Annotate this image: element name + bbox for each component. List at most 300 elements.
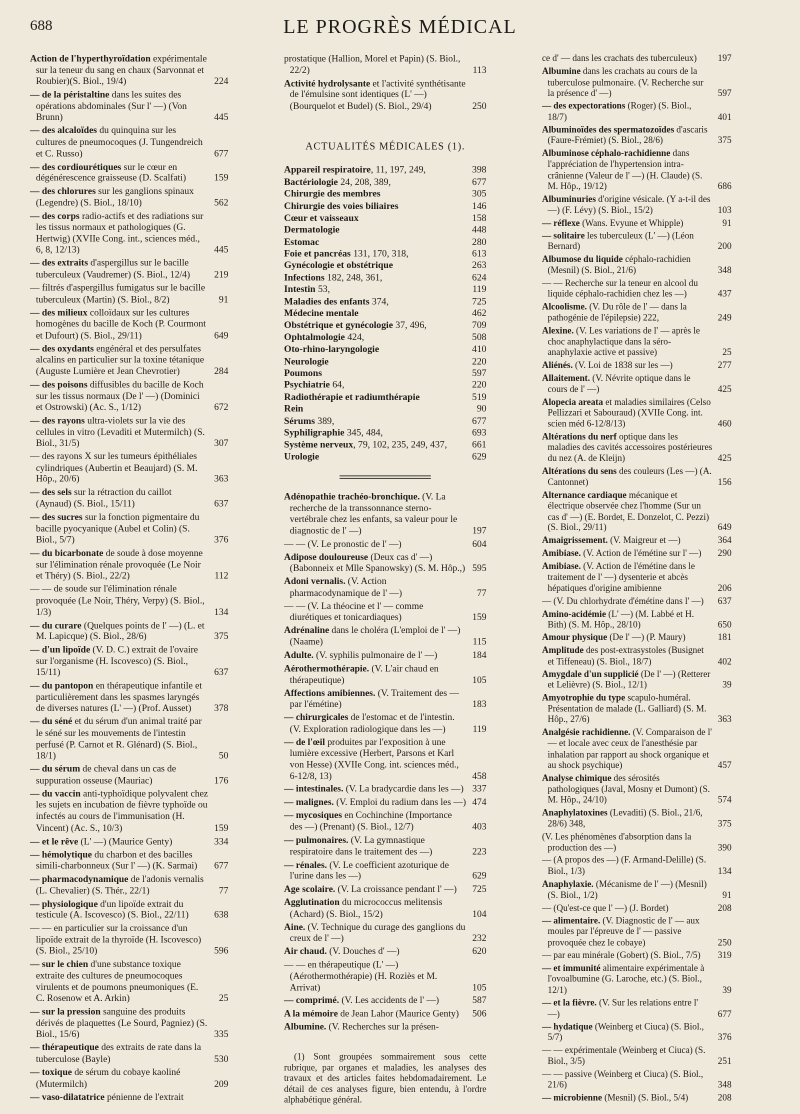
entry-description: de sérum du cobaye kaoliné (Mutermilch) bbox=[35, 1067, 181, 1089]
entry-text bbox=[284, 960, 467, 994]
entry-page-ref: 146 bbox=[472, 200, 487, 212]
index-entry bbox=[284, 492, 486, 537]
index-entry bbox=[284, 344, 486, 355]
actualites-list bbox=[284, 165, 486, 462]
entry-headword: Syphiligraphie bbox=[284, 427, 345, 439]
entry-headword: — chirurgicales bbox=[284, 712, 349, 723]
entry-text bbox=[284, 811, 467, 834]
entry-page-ref: 223 bbox=[472, 846, 487, 857]
entry-page-ref: 448 bbox=[472, 224, 487, 236]
index-entry bbox=[542, 467, 732, 489]
entry-text bbox=[284, 189, 467, 200]
entry-description: (De l' —) (P. Maury) bbox=[607, 633, 686, 643]
entry-description: en thérapeutique infantile et particulièrement dans les spasmes laryngés de diverses natures (L' —) (Prof. Ausset) bbox=[35, 681, 202, 714]
index-entry bbox=[30, 187, 228, 210]
entry-description: 24, 208, 389, bbox=[337, 176, 391, 188]
entry-page-ref: 638 bbox=[214, 910, 229, 921]
entry-headword: Amplitude bbox=[542, 645, 584, 656]
index-entry bbox=[542, 361, 732, 372]
entry-page-ref: 725 bbox=[472, 295, 487, 307]
entry-headword: Rein bbox=[284, 403, 304, 415]
entry-page-ref: 587 bbox=[472, 996, 487, 1007]
index-entry bbox=[30, 344, 228, 378]
entry-headword: Chirurgie des membres bbox=[284, 188, 381, 200]
entry-text bbox=[284, 946, 467, 958]
entry-page-ref: 375 bbox=[214, 631, 229, 642]
entry-page-ref: 208 bbox=[717, 903, 732, 913]
entry-text bbox=[284, 212, 467, 223]
entry-text bbox=[284, 737, 467, 782]
entry-text bbox=[284, 165, 467, 176]
index-entry bbox=[284, 212, 486, 223]
entry-headword: — rénales. bbox=[284, 860, 328, 871]
entry-description: engénéral et des persulfates alcalins en particulier sur la toxine tétanique (Auguste Lumière et Jean Chevrotier) bbox=[35, 343, 205, 377]
entry-description: scapulo-huméral. Présentation de malade (L. Galliard) (S. M. Hôp., 27/6) bbox=[547, 693, 707, 725]
entry-text bbox=[30, 1092, 209, 1103]
entry-description: en Cochinchine (Importance des —) (Prenant) (S. Biol., 12/7) bbox=[289, 811, 452, 833]
footnote: (1) Sont groupées sommairement sous cette rubrique, par organes et maladies, les analyses des travaux et des articles faites hebdomadairement. Le détail de ces analyses figure, bien entendu, à l'ordre alphabétique général. bbox=[284, 1052, 487, 1106]
index-entry bbox=[284, 224, 486, 235]
index-entry bbox=[542, 255, 732, 277]
index-entry bbox=[284, 898, 486, 921]
entry-text bbox=[284, 177, 467, 188]
index-entry bbox=[542, 302, 732, 324]
entry-page-ref: 50 bbox=[218, 751, 229, 762]
entry-text bbox=[542, 360, 713, 372]
index-entry bbox=[542, 195, 732, 217]
entry-text bbox=[284, 260, 467, 271]
entry-text bbox=[30, 415, 209, 450]
entry-page-ref: 103 bbox=[717, 205, 732, 216]
index-entry bbox=[542, 964, 732, 997]
entry-page-ref: 184 bbox=[472, 650, 487, 661]
entry-headword: Bactériologie bbox=[284, 176, 338, 188]
index-entry bbox=[284, 177, 486, 188]
entry-page-ref: 91 bbox=[218, 294, 229, 305]
entry-description: (V. La croissance pendant l' —) bbox=[335, 884, 457, 895]
entry-text bbox=[542, 1069, 713, 1092]
entry-page-ref: 104 bbox=[472, 909, 487, 920]
entry-page-ref: 677 bbox=[717, 1009, 732, 1019]
entry-text bbox=[284, 248, 467, 259]
entry-text bbox=[284, 391, 467, 402]
entry-description: , 11, 197, 249, bbox=[370, 164, 426, 176]
entry-headword: Cœur et vaisseaux bbox=[284, 212, 359, 224]
entry-page-ref: 250 bbox=[717, 938, 732, 948]
entry-text bbox=[542, 278, 713, 301]
index-entry bbox=[284, 248, 486, 259]
entry-text bbox=[542, 963, 713, 997]
index-entry bbox=[542, 218, 732, 229]
index-entry bbox=[284, 320, 486, 331]
entry-text bbox=[284, 272, 467, 283]
entry-description: 374, bbox=[369, 295, 389, 307]
entry-page-ref: 562 bbox=[214, 197, 229, 208]
index-entry bbox=[284, 189, 486, 200]
index-entry bbox=[284, 836, 486, 859]
entry-headword: Albuminose céphalo-rachidienne bbox=[542, 149, 671, 159]
entry-page-ref: 398 bbox=[472, 164, 487, 176]
index-column-3 bbox=[542, 54, 732, 1106]
entry-headword: Air chaud. bbox=[284, 946, 327, 957]
entry-text bbox=[542, 1045, 713, 1068]
entry-headword: Anaphylaxie. bbox=[542, 879, 594, 890]
index-entry bbox=[30, 899, 228, 922]
entry-description: les tuberculeux (L' —) (Léon Bernard) bbox=[547, 231, 694, 252]
index-entry bbox=[30, 1043, 228, 1066]
entry-headword: Intestin bbox=[284, 284, 316, 295]
entry-headword: — comprimé. bbox=[284, 996, 340, 1007]
entry-page-ref: 709 bbox=[472, 319, 487, 331]
index-entry bbox=[284, 1023, 486, 1034]
entry-headword: Altérations du nerf bbox=[542, 432, 617, 442]
entry-headword: Action de l'hyperthyroïdation bbox=[30, 54, 151, 65]
entry-text bbox=[542, 326, 713, 359]
entry-page-ref: 25 bbox=[722, 348, 732, 358]
entry-headword: — des alcaloïdes bbox=[30, 125, 98, 136]
entry-text bbox=[284, 415, 467, 426]
entry-page-ref: 224 bbox=[214, 76, 229, 87]
entry-page-ref: 506 bbox=[472, 1009, 487, 1020]
entry-description: (Wans. Evyune et Whipple) bbox=[579, 218, 684, 228]
entry-headword: Neurologie bbox=[284, 355, 329, 367]
entry-headword: Adrénaline bbox=[284, 625, 330, 636]
entry-page-ref: 613 bbox=[472, 248, 487, 260]
entry-text bbox=[542, 548, 713, 560]
entry-description: radio-actifs et des radiations sur les tissus normaux et pathologiques (G. Hertwig) (XVIIe Cong. int., sciences méd., 6, 8, 12/13) bbox=[35, 211, 204, 256]
index-entry bbox=[284, 284, 486, 295]
entry-page-ref: 574 bbox=[717, 795, 732, 806]
entry-headword: Alternance cardiaque bbox=[542, 490, 627, 501]
index-entry bbox=[542, 536, 732, 547]
entry-text bbox=[284, 320, 467, 331]
entry-page-ref: 462 bbox=[472, 307, 487, 319]
entry-description: de soude à dose moyenne sur l'élimination rénale provoquée (Le Noir et Théry) (S. Biol., 22/2) bbox=[35, 548, 203, 582]
entry-text bbox=[284, 368, 467, 379]
entry-description: (V. Action pharmacodynamique de l' —) bbox=[289, 576, 402, 599]
entry-text bbox=[30, 548, 209, 582]
entry-text bbox=[542, 879, 713, 902]
entry-description: (V. Maigreur et —) bbox=[607, 536, 681, 546]
entry-text bbox=[284, 296, 467, 307]
entry-text bbox=[30, 487, 209, 511]
entry-page-ref: 159 bbox=[214, 173, 229, 184]
entry-headword: — des rayons bbox=[30, 415, 85, 426]
entry-page-ref: 445 bbox=[214, 112, 229, 123]
entry-text bbox=[284, 625, 467, 649]
entry-page-ref: 445 bbox=[214, 245, 229, 256]
entry-page-ref: 508 bbox=[472, 331, 487, 343]
index-entry bbox=[542, 646, 732, 668]
index-entry bbox=[542, 562, 732, 595]
entry-page-ref: 90 bbox=[476, 403, 487, 415]
index-entry bbox=[542, 1070, 732, 1092]
index-entry bbox=[542, 728, 732, 772]
entry-description: sur la fonction pigmentaire du bacille pyocyanique (Aubel et Colin) (S. Biol., 5/7) bbox=[35, 512, 200, 546]
entry-description: (V. Sur les relations entre l' —) bbox=[547, 998, 699, 1019]
entry-description: pénienne de l'extrait bbox=[104, 1092, 184, 1103]
entry-page-ref: 677 bbox=[472, 415, 487, 427]
index-entry bbox=[542, 149, 732, 193]
entry-page-ref: 530 bbox=[214, 1054, 229, 1065]
entry-text bbox=[542, 397, 713, 430]
entry-text bbox=[542, 302, 713, 324]
index-entry bbox=[284, 784, 486, 795]
entry-page-ref: 176 bbox=[214, 775, 229, 786]
entry-text bbox=[284, 835, 467, 859]
index-entry bbox=[30, 960, 228, 1005]
entry-headword: — des milieux bbox=[30, 307, 88, 318]
entry-page-ref: 39 bbox=[722, 985, 732, 996]
entry-text bbox=[284, 897, 467, 921]
index-entry bbox=[542, 279, 732, 301]
entry-description: — — en thérapeutique (L' —) (Aérothermothérapie) (H. Roziès et M. Arrivat) bbox=[284, 960, 438, 993]
entry-page-ref: 219 bbox=[214, 269, 229, 280]
index-entry bbox=[542, 633, 732, 644]
entry-description: (V. Recherches sur la présen- bbox=[326, 1022, 439, 1033]
entry-description: (V. La bradycardie dans les —) bbox=[343, 784, 464, 795]
entry-text bbox=[542, 536, 713, 547]
entry-page-ref: 112 bbox=[214, 571, 229, 582]
entry-headword: A la mémoire bbox=[284, 1009, 338, 1020]
entry-text bbox=[542, 855, 713, 878]
index-entry bbox=[284, 403, 486, 414]
entry-page-ref: 119 bbox=[472, 284, 487, 295]
entry-headword: — des sels bbox=[30, 487, 72, 498]
entry-page-ref: 91 bbox=[722, 890, 732, 901]
index-entry bbox=[284, 922, 486, 945]
entry-text bbox=[542, 645, 713, 668]
index-entry bbox=[284, 451, 486, 462]
entry-headword: Maladies des enfants bbox=[284, 295, 370, 307]
entry-headword: — du curare bbox=[30, 620, 82, 631]
entry-headword: — réflexe bbox=[542, 218, 580, 228]
entry-headword: Gynécologie et obstétrique bbox=[284, 260, 393, 271]
entry-text bbox=[30, 258, 209, 282]
entry-text bbox=[542, 998, 713, 1020]
entry-headword: Dermatologie bbox=[284, 224, 340, 236]
entry-headword: Système nerveux bbox=[284, 439, 354, 451]
entry-description: — (V. Du chlorhydrate d'émétine dans l' —) bbox=[542, 596, 704, 607]
entry-page-ref: 375 bbox=[717, 819, 732, 829]
entry-page-ref: 91 bbox=[722, 218, 732, 228]
entry-text bbox=[284, 332, 467, 343]
entry-page-ref: 119 bbox=[472, 724, 487, 735]
index-entry bbox=[284, 368, 486, 379]
entry-page-ref: 637 bbox=[717, 596, 732, 607]
index-entry bbox=[284, 688, 486, 711]
entry-page-ref: 232 bbox=[472, 933, 487, 944]
entry-description: — — de soude sur l'élimination rénale provoquée (Le Noir, Théry, Verpy) (S. Biol., 1/3) bbox=[30, 584, 205, 618]
entry-headword: — des expectorations bbox=[542, 101, 626, 112]
entry-text bbox=[284, 492, 467, 537]
entry-page-ref: 284 bbox=[214, 366, 229, 377]
entry-page-ref: 378 bbox=[214, 703, 229, 714]
entry-page-ref: 629 bbox=[472, 871, 487, 882]
entry-description: de l'estomac et de l'intestin. (V. Exploration radiologique dans les —) bbox=[289, 712, 455, 735]
entry-text bbox=[542, 373, 713, 396]
index-entry bbox=[542, 54, 732, 65]
entry-headword: — microbienne bbox=[542, 1093, 603, 1104]
entry-description: d'aspergillus sur le bacille tuberculeux (Vaudremer) (S. Biol., 12/4) bbox=[35, 258, 191, 280]
entry-text bbox=[542, 832, 713, 854]
page-header bbox=[30, 16, 770, 46]
index-entry bbox=[284, 947, 486, 958]
entry-headword: Amour physique bbox=[542, 633, 608, 643]
entry-text bbox=[284, 427, 467, 438]
entry-headword: — du séné bbox=[30, 717, 73, 728]
entry-text bbox=[542, 1093, 713, 1104]
entry-text bbox=[284, 688, 467, 711]
index-entry bbox=[284, 811, 486, 834]
entry-page-ref: 348 bbox=[717, 265, 732, 276]
entry-description: (Quelques points de l' —) (L. et M. Lapicque) (S. Biol., 28/6) bbox=[35, 620, 205, 642]
index-entry bbox=[30, 789, 228, 834]
entry-text bbox=[30, 512, 209, 547]
entry-page-ref: 159 bbox=[214, 823, 229, 834]
entry-headword: — du vaccin bbox=[30, 789, 81, 800]
index-entry bbox=[30, 283, 228, 306]
entry-description: du charbon et des bacilles simili-charbonneux (Sur l' —) (K. Sarmai) bbox=[35, 849, 198, 872]
index-entry bbox=[284, 260, 486, 271]
entry-description: (V. syphilis pulmonaire de l' —) bbox=[313, 650, 438, 661]
entry-text bbox=[284, 451, 467, 462]
entry-headword: — des corps bbox=[30, 211, 80, 222]
entry-headword: Adulte. bbox=[284, 650, 314, 661]
entry-headword: Albumose du liquide bbox=[542, 254, 623, 265]
entry-description: — — en particulier sur la croissance d'un lipoïde extrait de la thyroïde (H. Iscovesco) (S. Biol., 25/10) bbox=[30, 923, 202, 957]
entry-description: sur le cœur en dégénérescence graisseuse (D. Scalfati) bbox=[35, 161, 187, 184]
entry-description: — (Qu'est-ce que l' —) (J. Bordet) bbox=[542, 903, 669, 913]
entry-description: (V. Du rôle de l' — dans la pathogénie de l'épilepsie) 222, bbox=[547, 302, 687, 323]
entry-description: dans le choléra (L'emploi de l' —) (Naame) bbox=[289, 625, 461, 648]
entry-text bbox=[30, 959, 209, 1005]
entry-headword: Albuminoïdes des spermatozoïdes bbox=[542, 125, 675, 135]
entry-text bbox=[542, 916, 713, 949]
entry-description: des couleurs (Les —) (A. Cantonnet) bbox=[547, 466, 712, 488]
entry-headword: — vaso-dilatatrice bbox=[30, 1092, 105, 1103]
entry-page-ref: 277 bbox=[717, 360, 732, 371]
index-entry bbox=[284, 380, 486, 391]
index-entry bbox=[542, 231, 732, 253]
entry-description: de Jean Lahor (Maurice Genty) bbox=[337, 1009, 459, 1020]
entry-headword: Psychiatrie bbox=[284, 379, 330, 391]
entry-text bbox=[542, 633, 713, 644]
entry-page-ref: 113 bbox=[472, 65, 487, 76]
entry-text bbox=[542, 218, 713, 229]
entry-description: d'origine vésicale. (Y a-t-il des —) (F. Lévy) (S. Biol., 15/2) bbox=[547, 194, 711, 216]
entry-headword: Aliénés. bbox=[542, 360, 573, 371]
entry-headword: — des extraits bbox=[30, 258, 89, 269]
entry-description: — par eau minérale (Gobert) (S. Biol., 7/5) bbox=[542, 950, 701, 961]
entry-page-ref: 251 bbox=[717, 1056, 732, 1067]
entry-headword: Adipose douloureuse bbox=[284, 552, 369, 563]
entry-description: (V. Les accidents de l' —) bbox=[339, 996, 440, 1007]
entry-page-ref: 677 bbox=[214, 861, 229, 872]
entry-page-ref: 649 bbox=[717, 523, 732, 533]
index-entry bbox=[542, 1093, 732, 1104]
entry-text bbox=[284, 860, 467, 883]
entry-text bbox=[30, 645, 209, 679]
index-entry bbox=[284, 272, 486, 283]
index-entry bbox=[284, 651, 486, 662]
entry-page-ref: 725 bbox=[472, 884, 487, 895]
entry-page-ref: 305 bbox=[472, 188, 487, 200]
entry-text bbox=[542, 101, 713, 124]
page-number: 688 bbox=[30, 18, 53, 34]
entry-headword: — de la péristaltine bbox=[30, 89, 110, 100]
entry-description: (De l' —) (Retterer et Lelièvre) (S. Biol., 12/1) bbox=[547, 669, 711, 691]
entry-headword: — des sucres bbox=[30, 512, 83, 523]
entry-page-ref: 425 bbox=[717, 453, 732, 464]
journal-title: LE PROGRÈS MÉDICAL bbox=[283, 16, 517, 38]
entry-text bbox=[30, 89, 209, 124]
entry-description: des extraits de rate dans la tuberculose (Bayle) bbox=[35, 1042, 202, 1065]
divider-rule bbox=[340, 475, 431, 476]
entry-page-ref: 661 bbox=[472, 439, 487, 451]
entry-page-ref: 335 bbox=[214, 1029, 229, 1040]
entry-page-ref: 376 bbox=[717, 1033, 732, 1043]
entry-page-ref: 197 bbox=[717, 54, 732, 64]
entry-page-ref: 402 bbox=[717, 656, 732, 667]
index-entry bbox=[542, 693, 732, 726]
entry-description: — — (V. La théocine et l' — comme diurétiques et tonicardiaques) bbox=[284, 601, 424, 623]
entry-headword: Amibiase. bbox=[542, 548, 581, 559]
entry-page-ref: 390 bbox=[717, 843, 732, 853]
entry-page-ref: 25 bbox=[218, 993, 229, 1004]
entry-description: — — (V. Le pronostic de l' —) bbox=[284, 539, 402, 550]
index-entry bbox=[284, 332, 486, 343]
entry-description: — — passive (Weinberg et Ciuca) (S. Biol., 21/6) bbox=[542, 1069, 704, 1091]
entry-description: céphalo-rachidien (Mesnil) (S. Biol., 21/6) bbox=[547, 254, 691, 276]
entry-text bbox=[284, 236, 467, 247]
entry-text bbox=[284, 996, 467, 1007]
entry-description: (V. Les variations de l' — après le choc anaphylactique dans la séro-anaphylaxie active et passive) bbox=[547, 326, 700, 358]
index-entry bbox=[30, 513, 228, 547]
entry-text bbox=[542, 432, 713, 465]
index-entry bbox=[284, 439, 486, 450]
entry-page-ref: 604 bbox=[472, 539, 487, 550]
entry-headword: Amaigrissement. bbox=[542, 536, 608, 546]
index-entry bbox=[284, 165, 486, 176]
index-column-1 bbox=[30, 54, 228, 1106]
entry-description: (Roger) (S. Biol., 18/7) bbox=[547, 101, 692, 123]
entry-headword: — malignes. bbox=[284, 797, 334, 808]
entry-headword: Oto-rhino-laryngologie bbox=[284, 343, 380, 355]
entry-text bbox=[542, 231, 713, 253]
entry-description: — des rayons X sur les tumeurs épithéliales cylindriques (Aubertin et Beaujard) (S. M. Hôp., 20/6) bbox=[30, 451, 198, 485]
index-entry bbox=[30, 162, 228, 185]
index-entry bbox=[542, 326, 732, 359]
index-entry bbox=[542, 832, 732, 854]
entry-page-ref: 134 bbox=[717, 866, 732, 877]
entry-text bbox=[542, 903, 713, 914]
entry-description: (V. Loi de 1838 sur les —) bbox=[572, 360, 673, 371]
entry-description: (V. Emploi du radium dans les —) bbox=[333, 797, 467, 808]
index-entry bbox=[284, 601, 486, 624]
entry-description: (Deux cas d' —) (Babonneix et Mlle Spanowsky) (S. M. Hôp.,) bbox=[289, 552, 466, 574]
index-entry bbox=[30, 90, 228, 124]
index-entry bbox=[542, 916, 732, 949]
index-entry bbox=[284, 200, 486, 211]
entry-description: — — Recherche sur la teneur en alcool du liquide céphalo-rachidien chez les —) bbox=[542, 278, 698, 300]
entry-text bbox=[284, 200, 467, 211]
col2-continuation bbox=[284, 54, 486, 112]
index-entry bbox=[284, 54, 486, 77]
entry-description: optique dans les maladies des cavités accessoires postérieures du nez (A. de Kleijn) bbox=[547, 432, 713, 464]
entry-headword: Poumons bbox=[284, 367, 322, 379]
entry-description: dans les suites des opérations abdominales (Sur l' —) (Von Brunn) bbox=[35, 89, 187, 123]
